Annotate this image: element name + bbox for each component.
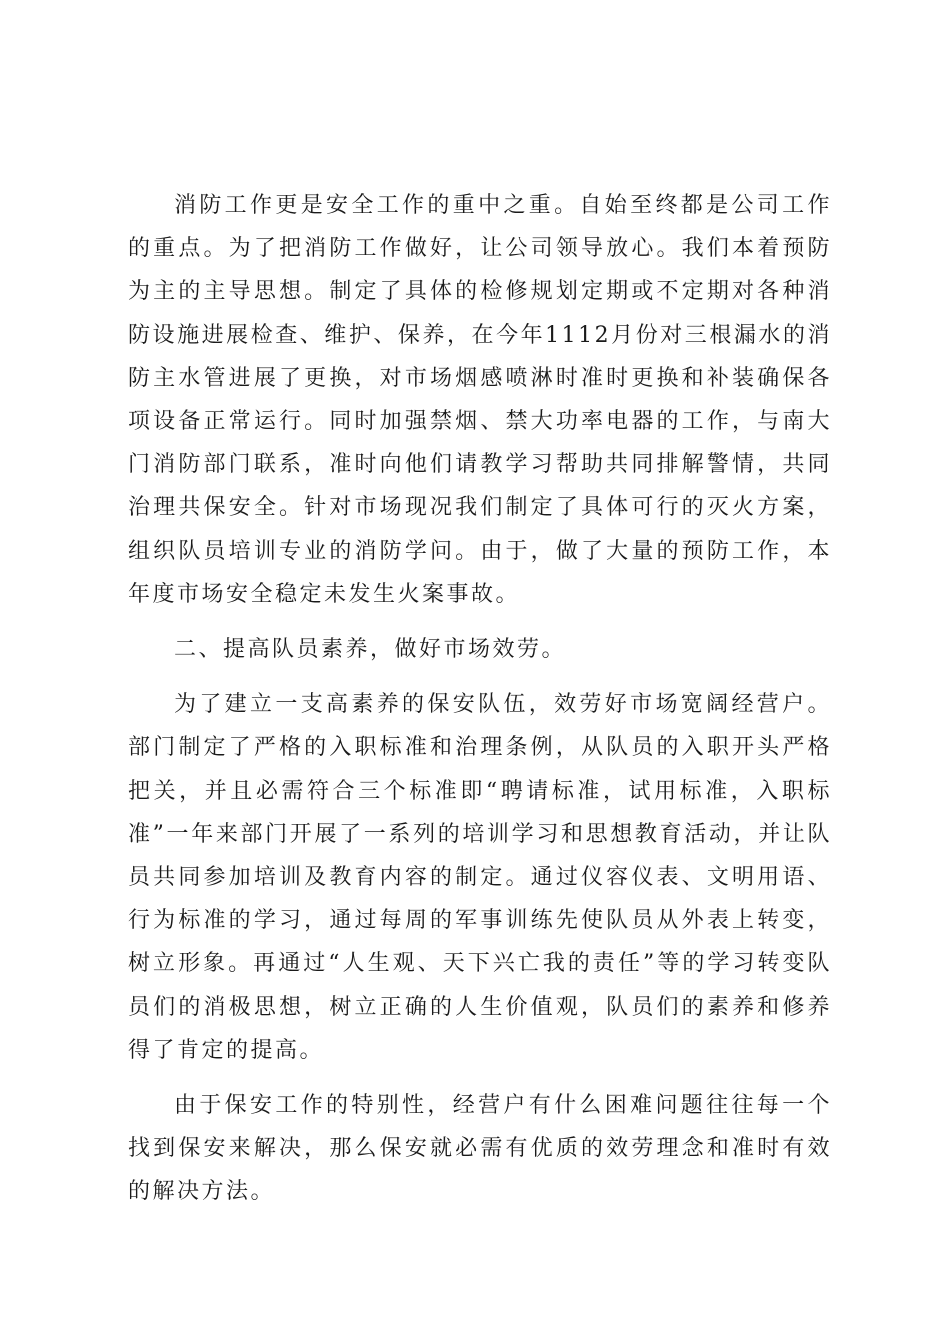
- paragraph-team-quality: 为了建立一支高素养的保安队伍，效劳好市场宽阔经营户。部门制定了严格的入职标准和治理条例，从队员的入职开头严格把关，并且必需符合三个标准即“聘请标准，试用标准，入职标准”一年来部门开展了一系列的培训学习和思想教育活动，并让队员共同参加培训及教育内容的制定。通过仪容仪表、文明用语、行为标准的学习，通过每周的军事训练先使队员从外表上转变，树立形象。再通过“人生观、天下兴亡我的责任”等的学习转变队员们的消极思想，树立正确的人生价值观，队员们的素养和修养得了肯定的提高。: [128, 692, 832, 1063]
- paragraph-service: 由于保安工作的特别性，经营户有什么困难问题往往每一个找到保安来解决，那么保安就必需有优质的效劳理念和准时有效的解决方法。: [128, 1093, 832, 1205]
- document-body: [128, 184, 832, 1214]
- section-heading-2: 二、提高队员素养，做好市场效劳。: [174, 637, 567, 663]
- paragraph-fire-safety: 消防工作更是安全工作的重中之重。自始至终都是公司工作的重点。为了把消防工作做好，让公司领导放心。我们本着预防为主的主导思想。制定了具体的检修规划定期或不定期对各种消防设施进展检查、维护、保养，在今年1112月份对三根漏水的消防主水管进展了更换，对市场烟感喷淋时准时更换和补装确保各项设备正常运行。同时加强禁烟、禁大功率电器的工作，与南大门消防部门联系，准时向他们请教学习帮助共同排解警情，共同治理共保安全。针对市场现况我们制定了具体可行的灭火方案，组织队员培训专业的消防学问。由于，做了大量的预防工作，本年度市场安全稳定未发生火案事故。: [128, 193, 832, 607]
